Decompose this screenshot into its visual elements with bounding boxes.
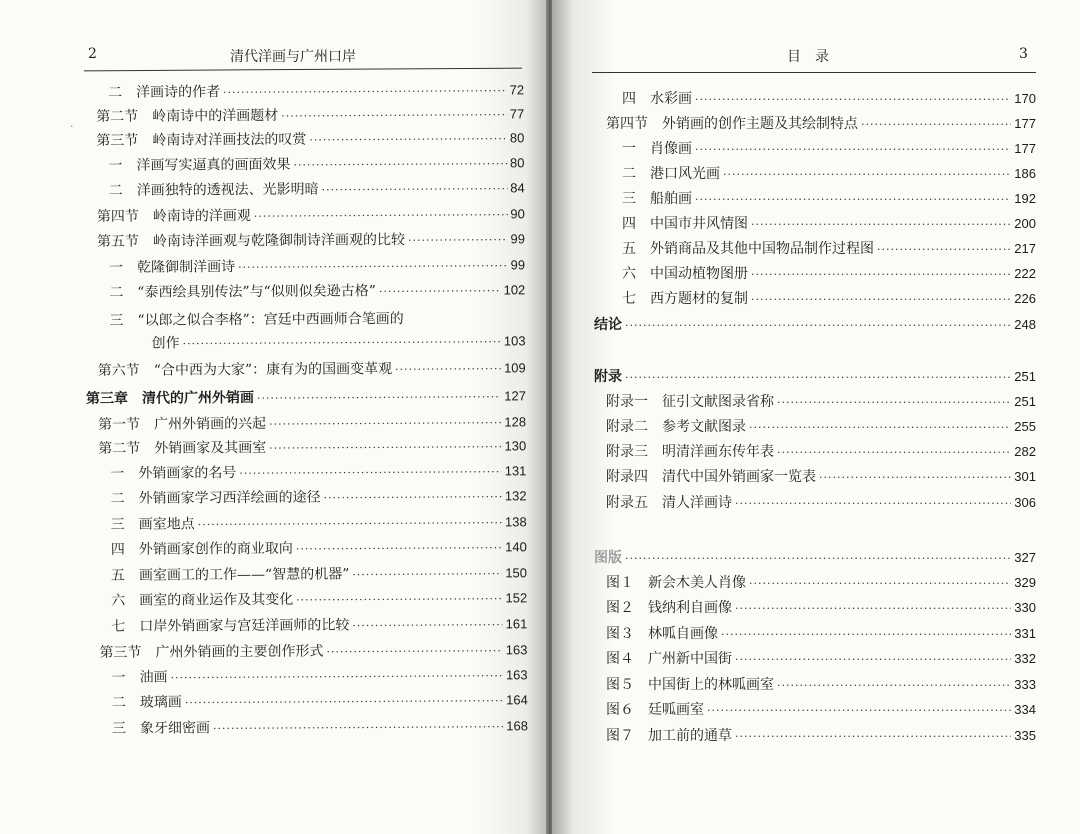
toc-entry-title: 二 洋画诗的作者	[108, 84, 221, 101]
dot-leader	[721, 628, 1011, 641]
toc-entry-title: 图版	[594, 550, 622, 566]
left-toc-list	[84, 79, 528, 772]
toc-entry	[85, 228, 525, 253]
dot-leader	[777, 396, 1011, 409]
right-page	[552, 0, 1080, 834]
dot-leader	[777, 446, 1011, 459]
toc-page-number: 222	[1014, 266, 1036, 281]
dot-leader	[269, 440, 501, 454]
toc-page-number: 330	[1014, 600, 1036, 615]
right-page-number: 3	[1019, 46, 1028, 62]
toc-page-number: 327	[1014, 550, 1036, 565]
toc-entry	[86, 330, 526, 355]
toc-entry	[594, 88, 1036, 110]
toc-page-number: 150	[505, 565, 528, 581]
toc-page-number: 282	[1014, 444, 1036, 459]
toc-entry	[84, 152, 524, 177]
toc-entry-title: 图１ 新会木美人肖像	[606, 575, 746, 591]
toc-entry-title: 第一节 广州外销画的兴起	[98, 415, 267, 433]
dot-leader	[309, 132, 507, 146]
dot-leader	[257, 390, 501, 404]
toc-entry	[594, 648, 1036, 670]
toc-entry-title: 图７ 加工前的通草	[606, 728, 732, 744]
dot-leader	[183, 335, 501, 350]
toc-page-number: 99	[510, 257, 526, 273]
toc-entry-title: 七 西方题材的复制	[622, 291, 748, 307]
dot-leader	[296, 541, 502, 555]
toc-entry-title: 一 乾隆御制洋画诗	[109, 259, 236, 276]
dot-leader	[625, 319, 1011, 332]
right-toc-list	[594, 88, 1036, 768]
toc-page-number: 217	[1014, 241, 1036, 256]
toc-entry-title: 四 中国市井风情图	[622, 216, 748, 232]
toc-page-number: 163	[505, 667, 528, 683]
toc-entry-title: 一 外销画家的名号	[110, 465, 237, 482]
toc-entry-title: 图４ 广州新中国街	[606, 651, 732, 667]
dot-leader	[735, 730, 1011, 743]
dot-leader	[379, 284, 501, 298]
dot-leader	[707, 704, 1011, 717]
dot-leader	[352, 618, 502, 632]
toc-entry-title: 一 油画	[111, 669, 168, 686]
toc-page-number: 192	[1014, 191, 1036, 206]
toc-entry-title: 二 “泰西绘具别传法”与“似则似矣逊古格”	[109, 283, 376, 301]
toc-entry-title: 图２ 钱纳利自画像	[606, 600, 732, 616]
toc-entry-title: 创作	[151, 335, 180, 352]
toc-entry	[594, 113, 1036, 135]
toc-entry-title: 第四节 外销画的创作主题及其绘制特点	[606, 116, 858, 132]
dot-leader	[254, 208, 508, 223]
dot-leader	[408, 233, 508, 247]
toc-page-number: 168	[506, 718, 528, 734]
toc-page-number: 90	[510, 206, 525, 222]
toc-page-number: 170	[1014, 91, 1036, 106]
toc-entry	[87, 536, 527, 561]
toc-entry-title: 附录二 参考文献图录	[606, 419, 746, 435]
toc-entry-title: 附录五 清人洋画诗	[606, 495, 732, 511]
dot-leader	[735, 497, 1011, 510]
toc-entry-title: 第三节 岭南诗对洋画技法的叹赏	[96, 131, 307, 149]
toc-entry	[87, 511, 527, 536]
toc-entry-title: 四 水彩画	[622, 91, 692, 107]
toc-page-number: 335	[1014, 728, 1036, 743]
toc-page-number: 177	[1014, 116, 1036, 131]
dot-leader	[213, 720, 503, 735]
dot-leader	[269, 416, 501, 430]
dot-leader	[322, 182, 508, 196]
toc-entry	[594, 263, 1036, 285]
toc-entry	[84, 103, 524, 128]
toc-page-number: 80	[509, 130, 525, 146]
toc-page-number: 306	[1014, 495, 1036, 510]
toc-entry	[594, 391, 1036, 413]
toc-entry	[85, 307, 525, 332]
toc-entry-title: 三 画室地点	[110, 516, 195, 533]
toc-page-number: 255	[1014, 419, 1036, 434]
dot-leader	[751, 293, 1011, 306]
toc-entry	[594, 213, 1036, 235]
dot-leader	[749, 421, 1011, 434]
toc-entry-title: 一 洋画写实逼真的画面效果	[108, 156, 291, 174]
toc-entry-title: 五 画室画工的工作——“智慧的机器”	[110, 566, 350, 584]
dot-leader	[326, 644, 502, 658]
toc-entry-title: 结论	[594, 317, 622, 333]
toc-entry	[594, 138, 1036, 160]
dot-leader	[198, 516, 502, 531]
toc-entry	[86, 460, 526, 485]
toc-page-number: 80	[509, 155, 525, 171]
toc-entry	[594, 547, 1036, 569]
toc-entry	[594, 674, 1036, 696]
toc-entry	[594, 597, 1036, 619]
toc-page-number: 130	[504, 438, 527, 454]
toc-page-number: 334	[1014, 702, 1036, 717]
toc-entry	[594, 288, 1036, 310]
dot-leader	[239, 465, 501, 480]
toc-page-number: 331	[1014, 626, 1036, 641]
toc-entry-title: 第二节 外销画家及其画室	[98, 439, 267, 457]
toc-entry	[86, 435, 526, 460]
dot-leader	[238, 259, 508, 274]
toc-page-number: 161	[505, 616, 528, 632]
toc-entry-title: 七 口岸外销画家与宫廷洋画师的比较	[111, 617, 350, 635]
toc-page-number: 329	[1014, 575, 1036, 590]
toc-entry	[87, 587, 527, 612]
toc-page-number: 131	[504, 463, 527, 479]
toc-page-number: 301	[1014, 469, 1036, 484]
left-running-title: 清代洋画与广州口岸	[230, 49, 356, 65]
toc-page-number: 163	[505, 642, 528, 658]
toc-entry-title: 第三节 广州外销画的主要创作形式	[99, 643, 324, 661]
dot-leader	[723, 168, 1011, 181]
toc-page-number: 226	[1014, 291, 1036, 306]
toc-page-number: 164	[506, 692, 528, 708]
toc-page-number: 186	[1014, 166, 1036, 181]
toc-page-number: 84	[510, 180, 525, 196]
dot-leader	[695, 143, 1011, 156]
toc-page-number: 77	[509, 106, 525, 122]
dot-leader	[293, 157, 507, 171]
dot-leader	[695, 193, 1011, 206]
toc-entry-title: 第六节 “合中西为大家”：康有为的国画变革观	[97, 361, 393, 379]
toc-page-number: 138	[504, 514, 527, 530]
toc-page-number: 102	[503, 282, 526, 298]
dot-leader	[407, 322, 523, 323]
toc-entry-title: 图６ 廷呱画室	[606, 702, 704, 718]
toc-entry	[86, 385, 526, 410]
dot-leader	[749, 577, 1011, 590]
toc-page-number: 152	[505, 590, 528, 606]
toc-entry	[84, 127, 524, 152]
toc-entry-title: 三 象牙细密画	[111, 720, 210, 737]
dot-leader	[777, 679, 1011, 692]
left-running-head	[0, 44, 548, 68]
stray-mark: ·	[70, 120, 74, 133]
toc-page-number: 72	[509, 82, 525, 98]
right-running-head	[552, 44, 1080, 68]
toc-entry-title: 第三章 清代的广州外销画	[85, 389, 254, 407]
toc-entry	[88, 715, 528, 740]
toc-entry	[594, 163, 1036, 185]
toc-page-number: 99	[510, 231, 526, 247]
dot-leader	[324, 490, 502, 504]
toc-entry-title: 第二节 岭南诗中的洋画题材	[96, 107, 279, 125]
toc-page-number: 248	[1014, 317, 1036, 332]
dot-leader	[171, 669, 503, 684]
left-page-number: 2	[88, 46, 97, 62]
toc-entry	[594, 441, 1036, 463]
toc-page-number: 128	[504, 414, 527, 430]
toc-entry	[594, 492, 1036, 514]
toc-entry-title: 二 外销画家学习西洋绘画的途径	[110, 489, 321, 507]
toc-entry	[594, 466, 1036, 488]
dot-leader	[877, 243, 1011, 256]
left-header-rule	[84, 68, 522, 72]
right-header-rule	[592, 72, 1036, 73]
toc-entry-title: 三 “以郎之似合李格”：宫廷中西画师合笔画的	[109, 311, 404, 329]
toc-entry	[594, 572, 1036, 594]
toc-entry	[85, 177, 525, 202]
toc-entry	[594, 188, 1036, 210]
dot-leader	[625, 371, 1011, 384]
toc-entry-title: 附录	[594, 369, 622, 385]
toc-entry-title: 附录三 明清洋画东传年表	[606, 444, 774, 460]
toc-entry	[594, 416, 1036, 438]
toc-page-number: 200	[1014, 216, 1036, 231]
toc-entry-title: 二 洋画独特的透视法、光影明暗	[108, 181, 319, 199]
dot-leader	[296, 592, 502, 606]
toc-page-number: 140	[505, 539, 527, 555]
toc-entry-title: 图３ 林呱自画像	[606, 626, 718, 642]
toc-page-number: 127	[504, 388, 526, 404]
toc-entry-title: 第五节 岭南诗洋画观与乾隆御制诗洋画观的比较	[96, 232, 406, 250]
toc-entry	[85, 203, 525, 228]
toc-page-number: 109	[504, 360, 526, 376]
toc-entry	[85, 254, 525, 279]
toc-page-number: 333	[1014, 677, 1036, 692]
toc-entry	[86, 357, 526, 382]
toc-entry-title: 四 外销画家创作的商业取向	[110, 540, 293, 558]
dot-leader	[352, 567, 502, 581]
toc-page-number: 103	[503, 333, 526, 349]
toc-entry-title: 图５ 中国街上的林呱画室	[606, 677, 774, 693]
toc-page-number: 251	[1014, 369, 1036, 384]
toc-entry	[86, 411, 526, 436]
toc-entry	[88, 664, 528, 689]
dot-leader	[281, 108, 507, 122]
dot-leader	[625, 552, 1011, 565]
dot-leader	[185, 694, 503, 709]
toc-entry	[88, 689, 528, 714]
dot-leader	[735, 602, 1011, 615]
dot-leader	[395, 362, 501, 376]
toc-entry	[594, 238, 1036, 260]
dot-leader	[819, 471, 1011, 484]
toc-entry	[87, 562, 527, 587]
toc-entry	[594, 699, 1036, 721]
right-running-title: 目 录	[787, 49, 829, 65]
toc-entry-title: 二 玻璃画	[111, 694, 182, 711]
toc-page-number: 132	[504, 488, 527, 504]
dot-leader	[861, 118, 1011, 131]
toc-page-number: 251	[1014, 394, 1036, 409]
dot-leader	[735, 653, 1011, 666]
toc-entry	[87, 613, 527, 638]
dot-leader	[223, 84, 507, 99]
toc-entry	[594, 623, 1036, 645]
toc-page-number: 332	[1014, 651, 1036, 666]
toc-entry-title: 第四节 岭南诗的洋画观	[96, 207, 251, 225]
toc-entry	[84, 79, 524, 104]
dot-leader	[751, 218, 1011, 231]
toc-entry-title: 二 港口风光画	[622, 166, 720, 182]
toc-entry-title: 附录一 征引文献图录省称	[606, 394, 774, 410]
dot-leader	[751, 268, 1011, 281]
toc-page-number: 177	[1014, 141, 1036, 156]
toc-entry-title: 六 中国动植物图册	[622, 266, 748, 282]
toc-entry-title: 三 船舶画	[622, 191, 692, 207]
toc-entry-title: 一 肖像画	[622, 141, 692, 157]
dot-leader	[695, 93, 1011, 106]
toc-entry	[87, 639, 527, 664]
toc-entry	[86, 485, 526, 510]
toc-entry-title: 附录四 清代中国外销画家一览表	[606, 469, 816, 485]
toc-entry-title: 六 画室的商业运作及其变化	[111, 591, 294, 609]
toc-entry	[594, 366, 1036, 388]
toc-entry	[594, 725, 1036, 747]
toc-entry	[85, 279, 525, 304]
toc-entry-title: 五 外销商品及其他中国物品制作过程图	[622, 241, 874, 257]
toc-entry	[594, 314, 1036, 336]
